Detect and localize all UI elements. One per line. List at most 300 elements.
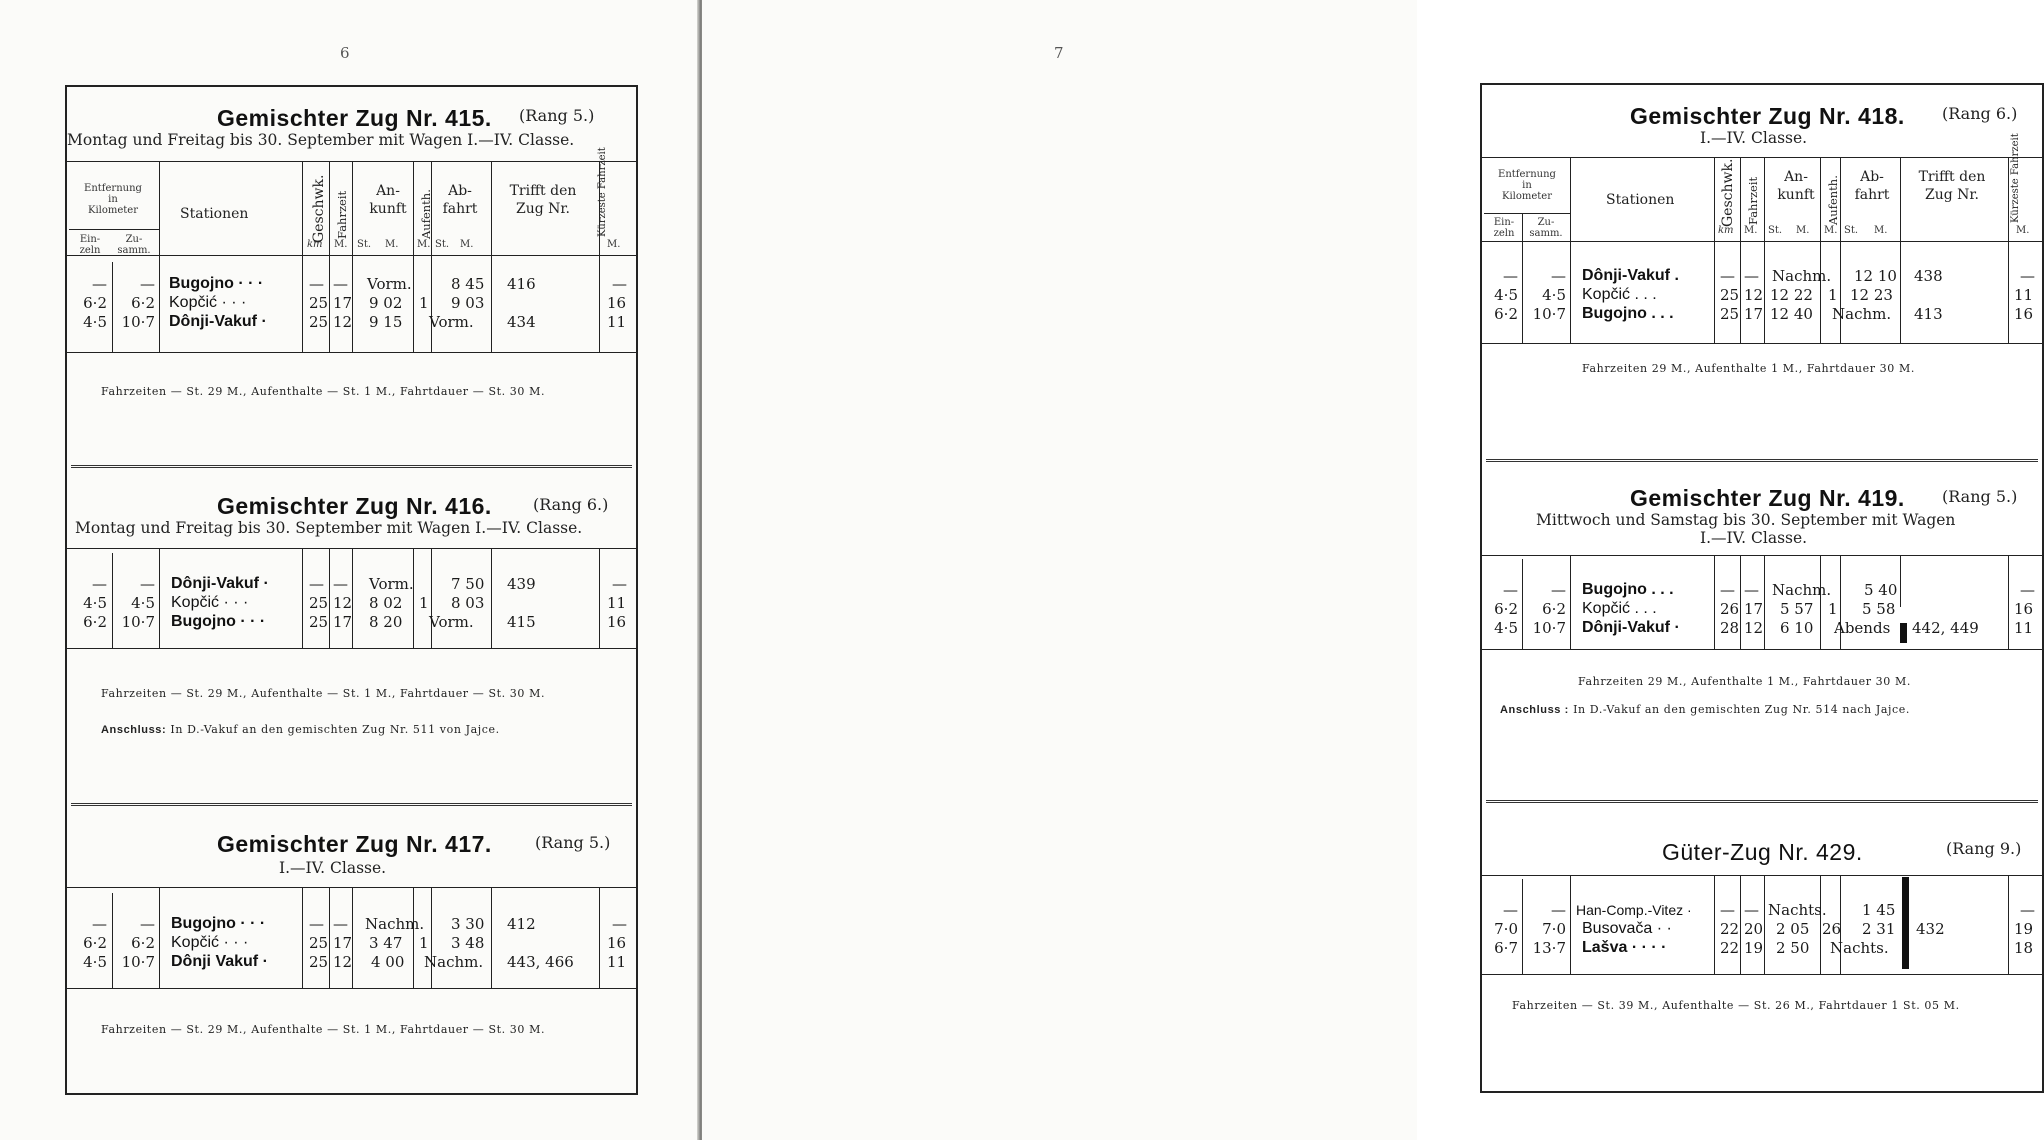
table-top-rule bbox=[1482, 875, 2042, 876]
col-line bbox=[112, 553, 113, 648]
train-419-anschluss: Anschluss : In D.-Vakuf an den gemischten Zug Nr. 514 nach Jajce. bbox=[1500, 703, 1910, 716]
table-bottom-rule bbox=[67, 988, 636, 989]
cell-ankunft: 6 10 bbox=[1780, 619, 1814, 637]
header-traveltime: Fahrzeit bbox=[1746, 176, 1760, 225]
train-415-subtitle: Montag und Freitag bis 30. September mit Wagen I.—IV. Classe. bbox=[67, 131, 575, 149]
cell-geschw: 25 bbox=[309, 613, 329, 631]
train-419-subtitle: Mittwoch und Samstag bis 30. September mit Wagen bbox=[1536, 511, 1956, 529]
col-line bbox=[491, 161, 492, 352]
cell-aufenthalt: 1 bbox=[419, 934, 429, 952]
page-number-left: 6 bbox=[340, 44, 350, 62]
train-417-summary: Fahrzeiten — St. 29 M., Aufenthalte — St. 1 M., Fahrtdauer — St. 30 M. bbox=[101, 1023, 546, 1036]
header-speed: Geschwk. bbox=[311, 174, 327, 243]
train-415-section bbox=[67, 87, 636, 398]
cell-fahrzeit: — bbox=[333, 275, 348, 293]
cell-kuerzeste: — bbox=[612, 915, 627, 933]
cell-ankunft: Vorm. bbox=[367, 275, 412, 293]
cell-einzeln: 4·5 bbox=[1494, 286, 1518, 304]
right-page bbox=[702, 0, 2035, 1140]
cell-zusamm: — bbox=[1551, 267, 1566, 285]
left-frame bbox=[65, 85, 638, 1095]
cell-ankunft: Vorm. bbox=[369, 575, 414, 593]
cell-einzeln: — bbox=[92, 275, 107, 293]
section-divider bbox=[1486, 800, 2038, 803]
col-line bbox=[1764, 157, 1765, 343]
cell-abfahrt: Abends bbox=[1834, 619, 1891, 637]
header-stations: Stationen bbox=[1606, 192, 1675, 208]
cell-zusamm: — bbox=[140, 575, 155, 593]
col-line bbox=[1714, 875, 1715, 974]
train-429-summary: Fahrzeiten — St. 39 M., Aufenthalte — St. 26 M., Fahrtdauer 1 St. 05 M. bbox=[1512, 999, 1960, 1012]
cell-fahrzeit: 12 bbox=[333, 594, 353, 612]
cell-abfahrt: Nachts. bbox=[1830, 939, 1889, 957]
table-bottom-rule bbox=[67, 352, 636, 353]
cell-einzeln: 4·5 bbox=[83, 313, 107, 331]
cell-abfahrt: 1 45 bbox=[1862, 901, 1896, 919]
cell-einzeln: 6·2 bbox=[1494, 600, 1518, 618]
train-415-title: Gemischter Zug Nr. 415. bbox=[217, 105, 492, 131]
col-line bbox=[1570, 157, 1571, 343]
col-line bbox=[491, 887, 492, 988]
cell-ankunft: 12 40 bbox=[1770, 305, 1813, 323]
cell-geschw: 28 bbox=[1720, 619, 1740, 637]
cell-fahrzeit: 17 bbox=[1744, 305, 1764, 323]
col-line bbox=[2008, 157, 2009, 343]
col-line bbox=[1740, 555, 1741, 649]
col-line bbox=[431, 887, 432, 988]
cell-fahrzeit: 20 bbox=[1744, 920, 1764, 938]
cell-geschw: — bbox=[309, 915, 324, 933]
cell-einzeln: — bbox=[1503, 267, 1518, 285]
train-416-summary: Fahrzeiten — St. 29 M., Aufenthalte — St. 1 M., Fahrtdauer — St. 30 M. bbox=[101, 687, 546, 700]
col-line bbox=[302, 548, 303, 648]
col-line bbox=[352, 887, 353, 988]
col-line bbox=[302, 161, 303, 352]
header-meets: Trifft den Zug Nr. bbox=[1918, 169, 1986, 203]
table-bottom-rule bbox=[1482, 974, 2042, 975]
connection-bar bbox=[1900, 623, 1907, 643]
cell-station: Han-Comp.-Vitez · bbox=[1576, 902, 1692, 918]
unit-m2: M. bbox=[385, 239, 399, 250]
cell-zusamm: 6·2 bbox=[131, 294, 155, 312]
unit-km: km bbox=[1718, 225, 1734, 236]
cell-station: Kopčić · · · bbox=[171, 594, 249, 611]
unit-st2: St. bbox=[1844, 225, 1859, 236]
cell-kuerzeste: — bbox=[2020, 901, 2035, 919]
cell-ankunft: 8 02 bbox=[369, 594, 403, 612]
cell-station: Bugojno . . . bbox=[1582, 581, 1674, 598]
cell-aufenthalt: 1 bbox=[419, 294, 429, 312]
cell-geschw: — bbox=[309, 575, 324, 593]
header-distance: Entfernung in Kilometer bbox=[1498, 169, 1556, 202]
cell-geschw: 25 bbox=[1720, 286, 1740, 304]
header-stop: Aufenth. bbox=[419, 189, 433, 239]
cell-einzeln: 7·0 bbox=[1494, 920, 1518, 938]
table-bottom-rule bbox=[1482, 649, 2042, 650]
cell-ankunft: 9 02 bbox=[369, 294, 403, 312]
cell-abfahrt: 5 58 bbox=[1862, 600, 1896, 618]
train-418-summary: Fahrzeiten 29 M., Aufenthalte 1 M., Fahrtdauer 30 M. bbox=[1582, 362, 1915, 375]
page-number-right: 7 bbox=[1054, 44, 1064, 62]
train-419-summary: Fahrzeiten 29 M., Aufenthalte 1 M., Fahrtdauer 30 M. bbox=[1578, 675, 1911, 688]
cell-fahrzeit: — bbox=[1744, 901, 1759, 919]
train-417-subtitle: I.—IV. Classe. bbox=[279, 859, 387, 877]
cell-trifft: 442, 449 bbox=[1912, 619, 1979, 637]
col-line bbox=[431, 548, 432, 648]
cell-station: Kopčić · · · bbox=[169, 294, 247, 311]
cell-geschw: 25 bbox=[309, 594, 329, 612]
cell-geschw: — bbox=[1720, 581, 1735, 599]
unit-m5: M. bbox=[2016, 225, 2030, 236]
train-429-title: Güter-Zug Nr. 429. bbox=[1662, 839, 1863, 865]
col-line bbox=[1900, 157, 1901, 343]
col-line bbox=[1764, 555, 1765, 649]
col-line bbox=[352, 548, 353, 648]
cell-einzeln: — bbox=[92, 915, 107, 933]
unit-m5: M. bbox=[607, 239, 621, 250]
train-415-summary: Fahrzeiten — St. 29 M., Aufenthalte — St. 1 M., Fahrtdauer — St. 30 M. bbox=[101, 385, 546, 398]
cell-abfahrt: 3 48 bbox=[451, 934, 485, 952]
train-419-subtitle-2: I.—IV. Classe. bbox=[1700, 529, 1808, 547]
cell-einzeln: 4·5 bbox=[83, 953, 107, 971]
cell-trifft: 439 bbox=[507, 575, 536, 593]
cell-fahrzeit: 12 bbox=[1744, 619, 1764, 637]
cell-fahrzeit: 17 bbox=[333, 934, 353, 952]
train-429-section bbox=[1482, 807, 2042, 1087]
cell-geschw: — bbox=[309, 275, 324, 293]
cell-abfahrt: Nachm. bbox=[1832, 305, 1892, 323]
cell-kuerzeste: 16 bbox=[607, 294, 627, 312]
cell-station: Dônji Vakuf · bbox=[171, 953, 268, 970]
col-line bbox=[2008, 555, 2009, 649]
left-page bbox=[0, 0, 700, 1140]
cell-zusamm: — bbox=[140, 275, 155, 293]
cell-einzeln: — bbox=[92, 575, 107, 593]
header-einzeln: Ein-zeln bbox=[79, 234, 101, 256]
train-418-title: Gemischter Zug Nr. 418. bbox=[1630, 103, 1905, 129]
header-departure: Ab-fahrt bbox=[1854, 169, 1890, 203]
cell-abfahrt: 3 30 bbox=[451, 915, 485, 933]
cell-ankunft: Nachm. bbox=[1772, 581, 1832, 599]
cell-einzeln: — bbox=[1503, 901, 1518, 919]
cell-ankunft: 3 47 bbox=[369, 934, 403, 952]
cell-fahrzeit: 12 bbox=[1744, 286, 1764, 304]
unit-st1: St. bbox=[357, 239, 372, 250]
section-divider bbox=[1486, 459, 2038, 462]
col-line bbox=[1820, 875, 1821, 974]
table-bottom-rule bbox=[67, 648, 636, 649]
cell-kuerzeste: 11 bbox=[2014, 286, 2034, 304]
table-top-rule bbox=[1482, 555, 2042, 556]
col-line bbox=[1820, 157, 1821, 343]
cell-einzeln: — bbox=[1503, 581, 1518, 599]
cell-fahrzeit: 12 bbox=[333, 313, 353, 331]
col-line bbox=[413, 548, 414, 648]
cell-station: Lašva · · · · bbox=[1582, 939, 1667, 956]
train-416-rang: (Rang 6.) bbox=[533, 495, 609, 514]
col-line bbox=[329, 548, 330, 648]
cell-zusamm: 10·7 bbox=[1532, 619, 1566, 637]
unit-m2: M. bbox=[1796, 225, 1810, 236]
cell-trifft: 438 bbox=[1914, 267, 1943, 285]
cell-abfahrt: 12 23 bbox=[1850, 286, 1893, 304]
cell-zusamm: 10·7 bbox=[1532, 305, 1566, 323]
cell-station: Bugojno · · · bbox=[171, 613, 266, 630]
train-419-section bbox=[1482, 467, 2042, 787]
header-shortest: Kürzeste Fahrzeit bbox=[2010, 133, 2021, 223]
cell-geschw: 25 bbox=[1720, 305, 1740, 323]
train-417-section bbox=[67, 811, 636, 1091]
col-line bbox=[159, 887, 160, 988]
cell-abfahrt: 9 03 bbox=[451, 294, 485, 312]
unit-km: km bbox=[307, 239, 323, 250]
cell-aufenthalt: 1 bbox=[1828, 286, 1838, 304]
cell-abfahrt: Vorm. bbox=[429, 313, 474, 331]
unit-m1: M. bbox=[1744, 225, 1758, 236]
cell-abfahrt: 2 31 bbox=[1862, 920, 1896, 938]
col-line bbox=[599, 548, 600, 648]
cell-kuerzeste: 11 bbox=[607, 953, 627, 971]
cell-zusamm: 10·7 bbox=[121, 313, 155, 331]
train-418-rang: (Rang 6.) bbox=[1942, 104, 2018, 123]
cell-kuerzeste: 16 bbox=[607, 613, 627, 631]
header-arrival: An-kunft bbox=[369, 183, 407, 217]
cell-trifft: 434 bbox=[507, 313, 536, 331]
cell-geschw: 25 bbox=[309, 294, 329, 312]
cell-einzeln: 4·5 bbox=[83, 594, 107, 612]
cell-station: Busovača · · bbox=[1582, 920, 1672, 937]
cell-fahrzeit: 19 bbox=[1744, 939, 1764, 957]
col-line bbox=[1570, 875, 1571, 974]
section-divider bbox=[71, 465, 632, 468]
header-zusamm: Zu-samm. bbox=[117, 234, 151, 256]
cell-kuerzeste: 16 bbox=[2014, 600, 2034, 618]
header-traveltime: Fahrzeit bbox=[335, 190, 349, 239]
col-line bbox=[1570, 555, 1571, 649]
col-line bbox=[1740, 157, 1741, 343]
col-line bbox=[1900, 555, 1901, 607]
col-line bbox=[599, 161, 600, 352]
cell-station: Kopčić · · · bbox=[171, 934, 249, 951]
cell-trifft: 415 bbox=[507, 613, 536, 631]
cell-aufenthalt: 1 bbox=[419, 594, 429, 612]
train-419-rang: (Rang 5.) bbox=[1942, 487, 2018, 506]
cell-geschw: — bbox=[1720, 901, 1735, 919]
cell-kuerzeste: — bbox=[612, 275, 627, 293]
cell-kuerzeste: 11 bbox=[607, 594, 627, 612]
cell-ankunft: 2 05 bbox=[1776, 920, 1810, 938]
cell-station: Kopčić . . . bbox=[1582, 600, 1657, 617]
cell-einzeln: 6·7 bbox=[1494, 939, 1518, 957]
cell-einzeln: 4·5 bbox=[1494, 619, 1518, 637]
col-line bbox=[159, 548, 160, 648]
header-stations: Stationen bbox=[180, 206, 249, 222]
cell-ankunft: 5 57 bbox=[1780, 600, 1814, 618]
col-line bbox=[159, 161, 160, 352]
header-meets: Trifft den Zug Nr. bbox=[509, 183, 577, 217]
col-line bbox=[1820, 555, 1821, 649]
cell-fahrzeit: 17 bbox=[333, 294, 353, 312]
cell-trifft: 443, 466 bbox=[507, 953, 574, 971]
unit-m1: M. bbox=[334, 239, 348, 250]
col-line bbox=[329, 887, 330, 988]
header-shortest: Kürzeste Fahrzeit bbox=[597, 147, 608, 237]
col-line bbox=[413, 887, 414, 988]
cell-fahrzeit: 17 bbox=[333, 613, 353, 631]
cell-trifft: 416 bbox=[507, 275, 536, 293]
cell-fahrzeit: 12 bbox=[333, 953, 353, 971]
cell-ankunft: Nachts. bbox=[1768, 901, 1827, 919]
cell-trifft: 413 bbox=[1914, 305, 1943, 323]
cell-abfahrt: 7 50 bbox=[451, 575, 485, 593]
cell-geschw: 22 bbox=[1720, 939, 1740, 957]
header-stop: Aufenth. bbox=[1826, 175, 1840, 225]
right-frame bbox=[1480, 83, 2044, 1093]
cell-geschw: 25 bbox=[309, 953, 329, 971]
cell-station: Dônji-Vakuf · bbox=[1582, 619, 1680, 636]
col-line bbox=[1522, 559, 1523, 649]
cell-ankunft: 2 50 bbox=[1776, 939, 1810, 957]
col-line bbox=[1714, 157, 1715, 343]
cell-zusamm: 13·7 bbox=[1532, 939, 1566, 957]
train-419-title: Gemischter Zug Nr. 419. bbox=[1630, 485, 1905, 511]
cell-aufenthalt: 1 bbox=[1828, 600, 1838, 618]
col-line bbox=[329, 161, 330, 352]
cell-abfahrt: Vorm. bbox=[429, 613, 474, 631]
unit-st1: St. bbox=[1768, 225, 1783, 236]
header-zusamm: Zu-samm. bbox=[1529, 217, 1563, 239]
cell-station: Bugojno · · · bbox=[169, 275, 264, 292]
col-line bbox=[413, 161, 414, 352]
cell-zusamm: 6·2 bbox=[131, 934, 155, 952]
col-line bbox=[302, 887, 303, 988]
cell-zusamm: 4·5 bbox=[131, 594, 155, 612]
cell-kuerzeste: 19 bbox=[2014, 920, 2034, 938]
cell-kuerzeste: — bbox=[2020, 267, 2035, 285]
cell-trifft: 432 bbox=[1916, 920, 1945, 938]
header-km-rule bbox=[69, 229, 159, 230]
header-einzeln: Ein-zeln bbox=[1493, 217, 1515, 239]
cell-station: Dônji-Vakuf . bbox=[1582, 267, 1679, 284]
col-line bbox=[1740, 875, 1741, 974]
cell-station: Bugojno . . . bbox=[1582, 305, 1674, 322]
header-bottom-rule bbox=[1482, 241, 2042, 242]
cell-kuerzeste: 18 bbox=[2014, 939, 2034, 957]
col-line bbox=[1764, 875, 1765, 974]
cell-fahrzeit: — bbox=[1744, 267, 1759, 285]
cell-einzeln: 6·2 bbox=[83, 934, 107, 952]
cell-fahrzeit: — bbox=[333, 575, 348, 593]
cell-station: Dônji-Vakuf · bbox=[171, 575, 269, 592]
cell-geschw: 22 bbox=[1720, 920, 1740, 938]
header-km-rule bbox=[1484, 213, 1570, 214]
cell-kuerzeste: — bbox=[612, 575, 627, 593]
cell-ankunft: 9 15 bbox=[369, 313, 403, 331]
connection-bar bbox=[1902, 877, 1909, 969]
col-line bbox=[1522, 213, 1523, 343]
cell-zusamm: 10·7 bbox=[121, 953, 155, 971]
train-416-anschluss: Anschluss: In D.-Vakuf an den gemischten Zug Nr. 511 von Jajce. bbox=[101, 723, 500, 736]
col-line bbox=[599, 887, 600, 988]
cell-fahrzeit: — bbox=[1744, 581, 1759, 599]
cell-zusamm: 10·7 bbox=[121, 613, 155, 631]
cell-station: Bugojno · · · bbox=[171, 915, 266, 932]
cell-einzeln: 6·2 bbox=[83, 613, 107, 631]
cell-zusamm: 7·0 bbox=[1542, 920, 1566, 938]
cell-abfahrt: 12 10 bbox=[1854, 267, 1897, 285]
cell-geschw: 25 bbox=[309, 313, 329, 331]
train-416-title: Gemischter Zug Nr. 416. bbox=[217, 493, 492, 519]
header-departure: Ab-fahrt bbox=[442, 183, 478, 217]
col-line bbox=[1714, 555, 1715, 649]
cell-zusamm: 6·2 bbox=[1542, 600, 1566, 618]
cell-abfahrt: 8 45 bbox=[451, 275, 485, 293]
header-speed: Geschwk. bbox=[1720, 158, 1736, 227]
train-417-title: Gemischter Zug Nr. 417. bbox=[217, 831, 492, 857]
unit-m4: M. bbox=[460, 239, 474, 250]
col-line bbox=[2008, 875, 2009, 974]
train-417-rang: (Rang 5.) bbox=[535, 833, 611, 852]
header-top-rule bbox=[1482, 157, 2042, 158]
unit-st2: St. bbox=[435, 239, 450, 250]
cell-geschw: 25 bbox=[309, 934, 329, 952]
cell-kuerzeste: 16 bbox=[2014, 305, 2034, 323]
cell-ankunft: Nachm. bbox=[1772, 267, 1832, 285]
train-418-subtitle: I.—IV. Classe. bbox=[1700, 129, 1808, 147]
cell-fahrzeit: 17 bbox=[1744, 600, 1764, 618]
train-415-rang: (Rang 5.) bbox=[519, 106, 595, 125]
cell-trifft: 412 bbox=[507, 915, 536, 933]
cell-einzeln: 6·2 bbox=[1494, 305, 1518, 323]
cell-abfahrt: 5 40 bbox=[1864, 581, 1898, 599]
train-429-rang: (Rang 9.) bbox=[1946, 839, 2022, 858]
cell-kuerzeste: 16 bbox=[607, 934, 627, 952]
cell-abfahrt: 8 03 bbox=[451, 594, 485, 612]
cell-fahrzeit: — bbox=[333, 915, 348, 933]
cell-geschw: 26 bbox=[1720, 600, 1740, 618]
col-line bbox=[112, 893, 113, 988]
col-line bbox=[112, 262, 113, 352]
cell-geschw: — bbox=[1720, 267, 1735, 285]
unit-m3: M. bbox=[417, 239, 431, 250]
header-arrival: An-kunft bbox=[1777, 169, 1815, 203]
cell-kuerzeste: — bbox=[2020, 581, 2035, 599]
cell-kuerzeste: 11 bbox=[2014, 619, 2034, 637]
unit-m3: M. bbox=[1824, 225, 1838, 236]
cell-zusamm: — bbox=[1551, 901, 1566, 919]
cell-abfahrt: Nachm. bbox=[424, 953, 484, 971]
table-bottom-rule bbox=[1482, 343, 2042, 344]
col-line bbox=[352, 161, 353, 352]
cell-ankunft: 12 22 bbox=[1770, 286, 1813, 304]
cell-station: Dônji-Vakuf · bbox=[169, 313, 267, 330]
cell-zusamm: — bbox=[140, 915, 155, 933]
unit-m4: M. bbox=[1874, 225, 1888, 236]
header-distance: Entfernung in Kilometer bbox=[84, 183, 142, 216]
cell-zusamm: 4·5 bbox=[1542, 286, 1566, 304]
cell-einzeln: 6·2 bbox=[83, 294, 107, 312]
col-line bbox=[1522, 879, 1523, 974]
section-divider bbox=[71, 803, 632, 806]
cell-station: Kopčić . . . bbox=[1582, 286, 1657, 303]
cell-ankunft: 8 20 bbox=[369, 613, 403, 631]
cell-ankunft: Nachm. bbox=[365, 915, 425, 933]
train-418-section bbox=[1482, 85, 2042, 385]
col-line bbox=[491, 548, 492, 648]
cell-aufenthalt: 26 bbox=[1822, 920, 1842, 938]
train-416-subtitle: Montag und Freitag bis 30. September mit Wagen I.—IV. Classe. bbox=[75, 519, 583, 537]
cell-zusamm: — bbox=[1551, 581, 1566, 599]
